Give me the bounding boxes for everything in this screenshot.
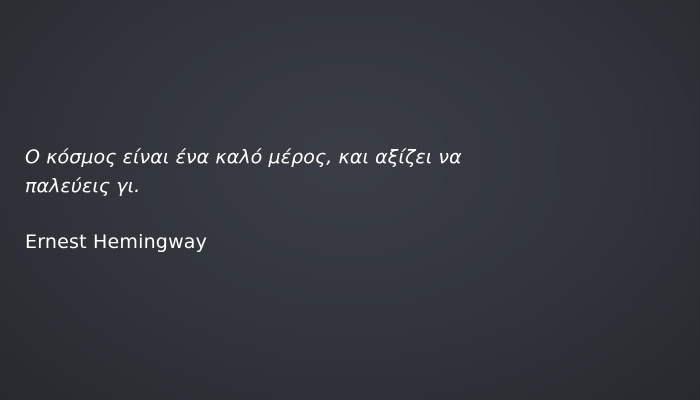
quote-text: Ο κόσμος είναι ένα καλό μέρος, και αξίζει να παλεύεις γι. bbox=[25, 146, 462, 197]
quote-author: Ernest Hemingway bbox=[25, 231, 208, 253]
